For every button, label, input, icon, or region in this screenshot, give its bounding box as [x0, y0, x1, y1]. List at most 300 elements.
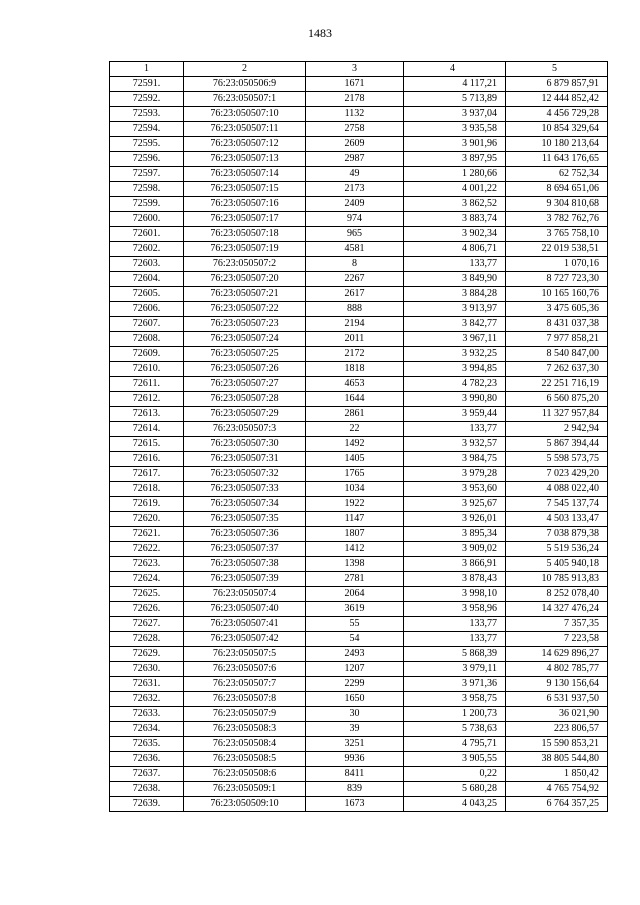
- specific-value-cell: 3 913,97: [404, 302, 506, 317]
- column-header-4: 4: [404, 62, 506, 77]
- table-row: [110, 647, 608, 662]
- row-number-cell: 72633.: [110, 707, 184, 722]
- row-number-cell: 72602.: [110, 242, 184, 257]
- area-value-cell: 9936: [306, 752, 404, 767]
- table-row: [110, 752, 608, 767]
- cadastral-value-cell: 15 590 853,21: [506, 737, 608, 752]
- cadastral-number-cell: 76:23:050507:15: [184, 182, 306, 197]
- cadastral-number-cell: 76:23:050507:12: [184, 137, 306, 152]
- row-number-cell: 72628.: [110, 632, 184, 647]
- cadastral-number-cell: 76:23:050509:1: [184, 782, 306, 797]
- area-value-cell: 1405: [306, 452, 404, 467]
- specific-value-cell: 4 806,71: [404, 242, 506, 257]
- cadastral-number-cell: 76:23:050507:28: [184, 392, 306, 407]
- area-value-cell: 888: [306, 302, 404, 317]
- table-row: [110, 587, 608, 602]
- specific-value-cell: 3 953,60: [404, 482, 506, 497]
- area-value-cell: 2758: [306, 122, 404, 137]
- specific-value-cell: 5 680,28: [404, 782, 506, 797]
- specific-value-cell: 3 849,90: [404, 272, 506, 287]
- cadastral-value-cell: 3 782 762,76: [506, 212, 608, 227]
- area-value-cell: 974: [306, 212, 404, 227]
- specific-value-cell: 3 901,96: [404, 137, 506, 152]
- cadastral-value-cell: 2 942,94: [506, 422, 608, 437]
- area-value-cell: 2178: [306, 92, 404, 107]
- cadastral-number-cell: 76:23:050507:4: [184, 587, 306, 602]
- row-number-cell: 72616.: [110, 452, 184, 467]
- specific-value-cell: 4 795,71: [404, 737, 506, 752]
- table-row: [110, 362, 608, 377]
- cadastral-value-cell: 1 850,42: [506, 767, 608, 782]
- cadastral-value-cell: 6 764 357,25: [506, 797, 608, 812]
- table-row: [110, 767, 608, 782]
- specific-value-cell: 3 925,67: [404, 497, 506, 512]
- cadastral-number-cell: 76:23:050507:39: [184, 572, 306, 587]
- table-row: [110, 182, 608, 197]
- table-row: [110, 212, 608, 227]
- cadastral-number-cell: 76:23:050507:37: [184, 542, 306, 557]
- cadastral-value-cell: 8 540 847,00: [506, 347, 608, 362]
- cadastral-number-cell: 76:23:050507:21: [184, 287, 306, 302]
- table-row: [110, 332, 608, 347]
- area-value-cell: 965: [306, 227, 404, 242]
- row-number-cell: 72598.: [110, 182, 184, 197]
- cadastral-number-cell: 76:23:050509:10: [184, 797, 306, 812]
- row-number-cell: 72610.: [110, 362, 184, 377]
- table-row: [110, 512, 608, 527]
- table-row: [110, 692, 608, 707]
- cadastral-number-cell: 76:23:050507:29: [184, 407, 306, 422]
- cadastral-value-cell: 5 867 394,44: [506, 437, 608, 452]
- cadastral-value-cell: 8 431 037,38: [506, 317, 608, 332]
- cadastral-value-cell: 7 357,35: [506, 617, 608, 632]
- row-number-cell: 72625.: [110, 587, 184, 602]
- table-row: [110, 707, 608, 722]
- row-number-cell: 72618.: [110, 482, 184, 497]
- table-body: [110, 77, 608, 812]
- cadastral-number-cell: 76:23:050507:3: [184, 422, 306, 437]
- area-value-cell: 49: [306, 167, 404, 182]
- specific-value-cell: 3 994,85: [404, 362, 506, 377]
- cadastral-number-cell: 76:23:050507:41: [184, 617, 306, 632]
- specific-value-cell: 5 738,63: [404, 722, 506, 737]
- cadastral-value-cell: 6 531 937,50: [506, 692, 608, 707]
- area-value-cell: 1765: [306, 467, 404, 482]
- row-number-cell: 72621.: [110, 527, 184, 542]
- area-value-cell: 2409: [306, 197, 404, 212]
- table-row: [110, 167, 608, 182]
- specific-value-cell: 3 979,28: [404, 467, 506, 482]
- specific-value-cell: 5 713,89: [404, 92, 506, 107]
- cadastral-number-cell: 76:23:050507:18: [184, 227, 306, 242]
- cadastral-value-cell: 223 806,57: [506, 722, 608, 737]
- table-row: [110, 557, 608, 572]
- cadastral-value-cell: 3 475 605,36: [506, 302, 608, 317]
- area-value-cell: 1922: [306, 497, 404, 512]
- area-value-cell: 39: [306, 722, 404, 737]
- specific-value-cell: 3 935,58: [404, 122, 506, 137]
- row-number-cell: 72606.: [110, 302, 184, 317]
- cadastral-number-cell: 76:23:050507:32: [184, 467, 306, 482]
- table-row: [110, 137, 608, 152]
- area-value-cell: 55: [306, 617, 404, 632]
- cadastral-value-cell: 8 727 723,30: [506, 272, 608, 287]
- cadastral-number-cell: 76:23:050507:22: [184, 302, 306, 317]
- cadastral-value-cell: 9 304 810,68: [506, 197, 608, 212]
- row-number-cell: 72599.: [110, 197, 184, 212]
- table-row: [110, 407, 608, 422]
- cadastral-number-cell: 76:23:050507:33: [184, 482, 306, 497]
- row-number-cell: 72604.: [110, 272, 184, 287]
- area-value-cell: 2861: [306, 407, 404, 422]
- area-value-cell: 1147: [306, 512, 404, 527]
- area-value-cell: 3251: [306, 737, 404, 752]
- table-row: [110, 542, 608, 557]
- area-value-cell: 1412: [306, 542, 404, 557]
- page-number: 1483: [308, 26, 332, 40]
- area-value-cell: 2617: [306, 287, 404, 302]
- cadastral-value-cell: 7 038 879,38: [506, 527, 608, 542]
- area-value-cell: 1034: [306, 482, 404, 497]
- specific-value-cell: 0,22: [404, 767, 506, 782]
- specific-value-cell: 3 998,10: [404, 587, 506, 602]
- cadastral-value-cell: 10 785 913,83: [506, 572, 608, 587]
- area-value-cell: 1644: [306, 392, 404, 407]
- cadastral-number-cell: 76:23:050507:7: [184, 677, 306, 692]
- cadastral-value-cell: 22 019 538,51: [506, 242, 608, 257]
- cadastral-value-cell: 10 180 213,64: [506, 137, 608, 152]
- table-row: [110, 497, 608, 512]
- header-row: [110, 62, 608, 77]
- table-row: [110, 242, 608, 257]
- row-number-cell: 72623.: [110, 557, 184, 572]
- table-row: [110, 602, 608, 617]
- specific-value-cell: 133,77: [404, 632, 506, 647]
- specific-value-cell: 3 866,91: [404, 557, 506, 572]
- area-value-cell: 2267: [306, 272, 404, 287]
- row-number-cell: 72603.: [110, 257, 184, 272]
- area-value-cell: 1492: [306, 437, 404, 452]
- area-value-cell: 3619: [306, 602, 404, 617]
- area-value-cell: 1818: [306, 362, 404, 377]
- area-value-cell: 2194: [306, 317, 404, 332]
- row-number-cell: 72608.: [110, 332, 184, 347]
- area-value-cell: 1398: [306, 557, 404, 572]
- specific-value-cell: 4 117,21: [404, 77, 506, 92]
- cadastral-value-cell: 9 130 156,64: [506, 677, 608, 692]
- table-row: [110, 662, 608, 677]
- area-value-cell: 8411: [306, 767, 404, 782]
- area-value-cell: 2493: [306, 647, 404, 662]
- row-number-cell: 72624.: [110, 572, 184, 587]
- area-value-cell: 2781: [306, 572, 404, 587]
- table-row: [110, 722, 608, 737]
- cadastral-number-cell: 76:23:050507:27: [184, 377, 306, 392]
- specific-value-cell: 5 868,39: [404, 647, 506, 662]
- column-header-1: 1: [110, 62, 184, 77]
- cadastral-value-cell: 7 262 637,30: [506, 362, 608, 377]
- cadastral-number-cell: 76:23:050507:20: [184, 272, 306, 287]
- table-row: [110, 737, 608, 752]
- specific-value-cell: 3 958,75: [404, 692, 506, 707]
- specific-value-cell: 3 884,28: [404, 287, 506, 302]
- cadastral-number-cell: 76:23:050507:31: [184, 452, 306, 467]
- cadastral-value-cell: 62 752,34: [506, 167, 608, 182]
- area-value-cell: 839: [306, 782, 404, 797]
- area-value-cell: 2609: [306, 137, 404, 152]
- area-value-cell: 8: [306, 257, 404, 272]
- cadastral-number-cell: 76:23:050507:17: [184, 212, 306, 227]
- specific-value-cell: 3 984,75: [404, 452, 506, 467]
- specific-value-cell: 4 001,22: [404, 182, 506, 197]
- specific-value-cell: 3 883,74: [404, 212, 506, 227]
- column-header-3: 3: [306, 62, 404, 77]
- table-header: [110, 62, 608, 77]
- cadastral-value-table: [109, 61, 608, 812]
- cadastral-value-cell: 6 560 875,20: [506, 392, 608, 407]
- cadastral-number-cell: 76:23:050507:13: [184, 152, 306, 167]
- row-number-cell: 72591.: [110, 77, 184, 92]
- table-row: [110, 437, 608, 452]
- row-number-cell: 72609.: [110, 347, 184, 362]
- specific-value-cell: 3 937,04: [404, 107, 506, 122]
- cadastral-value-cell: 5 405 940,18: [506, 557, 608, 572]
- specific-value-cell: 3 990,80: [404, 392, 506, 407]
- specific-value-cell: 3 862,52: [404, 197, 506, 212]
- cadastral-value-cell: 11 327 957,84: [506, 407, 608, 422]
- row-number-cell: 72635.: [110, 737, 184, 752]
- row-number-cell: 72594.: [110, 122, 184, 137]
- row-number-cell: 72619.: [110, 497, 184, 512]
- cadastral-value-cell: 7 023 429,20: [506, 467, 608, 482]
- cadastral-number-cell: 76:23:050507:2: [184, 257, 306, 272]
- row-number-cell: 72632.: [110, 692, 184, 707]
- specific-value-cell: 4 782,23: [404, 377, 506, 392]
- table-row: [110, 197, 608, 212]
- table-row: [110, 377, 608, 392]
- specific-value-cell: 133,77: [404, 422, 506, 437]
- specific-value-cell: 3 909,02: [404, 542, 506, 557]
- row-number-cell: 72634.: [110, 722, 184, 737]
- cadastral-number-cell: 76:23:050507:6: [184, 662, 306, 677]
- area-value-cell: 1650: [306, 692, 404, 707]
- row-number-cell: 72611.: [110, 377, 184, 392]
- cadastral-number-cell: 76:23:050507:10: [184, 107, 306, 122]
- cadastral-number-cell: 76:23:050507:35: [184, 512, 306, 527]
- area-value-cell: 4653: [306, 377, 404, 392]
- cadastral-number-cell: 76:23:050507:42: [184, 632, 306, 647]
- cadastral-number-cell: 76:23:050507:16: [184, 197, 306, 212]
- row-number-cell: 72638.: [110, 782, 184, 797]
- row-number-cell: 72595.: [110, 137, 184, 152]
- area-value-cell: 54: [306, 632, 404, 647]
- cadastral-number-cell: 76:23:050507:25: [184, 347, 306, 362]
- cadastral-value-cell: 7 223,58: [506, 632, 608, 647]
- row-number-cell: 72605.: [110, 287, 184, 302]
- row-number-cell: 72631.: [110, 677, 184, 692]
- table-row: [110, 152, 608, 167]
- area-value-cell: 2172: [306, 347, 404, 362]
- row-number-cell: 72626.: [110, 602, 184, 617]
- cadastral-number-cell: 76:23:050507:38: [184, 557, 306, 572]
- cadastral-value-cell: 1 070,16: [506, 257, 608, 272]
- cadastral-number-cell: 76:23:050508:6: [184, 767, 306, 782]
- table-row: [110, 92, 608, 107]
- table-row: [110, 257, 608, 272]
- cadastral-value-cell: 5 598 573,75: [506, 452, 608, 467]
- specific-value-cell: 3 932,25: [404, 347, 506, 362]
- cadastral-number-cell: 76:23:050507:23: [184, 317, 306, 332]
- table-row: [110, 122, 608, 137]
- table-row: [110, 797, 608, 812]
- specific-value-cell: 3 958,96: [404, 602, 506, 617]
- specific-value-cell: 3 979,11: [404, 662, 506, 677]
- cadastral-number-cell: 76:23:050507:36: [184, 527, 306, 542]
- table-row: [110, 317, 608, 332]
- area-value-cell: 2299: [306, 677, 404, 692]
- area-value-cell: 4581: [306, 242, 404, 257]
- cadastral-value-cell: 7 545 137,74: [506, 497, 608, 512]
- area-value-cell: 1132: [306, 107, 404, 122]
- row-number-cell: 72639.: [110, 797, 184, 812]
- cadastral-number-cell: 76:23:050508:3: [184, 722, 306, 737]
- cadastral-value-cell: 4 802 785,77: [506, 662, 608, 677]
- specific-value-cell: 3 971,36: [404, 677, 506, 692]
- cadastral-value-cell: 4 503 133,47: [506, 512, 608, 527]
- row-number-cell: 72629.: [110, 647, 184, 662]
- area-value-cell: 1671: [306, 77, 404, 92]
- table-row: [110, 467, 608, 482]
- cadastral-value-cell: 6 879 857,91: [506, 77, 608, 92]
- row-number-cell: 72593.: [110, 107, 184, 122]
- table-row: [110, 617, 608, 632]
- cadastral-value-cell: 10 165 160,76: [506, 287, 608, 302]
- table-row: [110, 302, 608, 317]
- specific-value-cell: 3 842,77: [404, 317, 506, 332]
- cadastral-number-cell: 76:23:050506:9: [184, 77, 306, 92]
- table-row: [110, 527, 608, 542]
- table-row: [110, 572, 608, 587]
- cadastral-number-cell: 76:23:050508:4: [184, 737, 306, 752]
- row-number-cell: 72597.: [110, 167, 184, 182]
- area-value-cell: 2987: [306, 152, 404, 167]
- row-number-cell: 72636.: [110, 752, 184, 767]
- specific-value-cell: 3 932,57: [404, 437, 506, 452]
- cadastral-number-cell: 76:23:050507:5: [184, 647, 306, 662]
- area-value-cell: 2011: [306, 332, 404, 347]
- column-header-2: 2: [184, 62, 306, 77]
- cadastral-value-cell: 8 252 078,40: [506, 587, 608, 602]
- area-value-cell: 1807: [306, 527, 404, 542]
- cadastral-number-cell: 76:23:050507:40: [184, 602, 306, 617]
- cadastral-value-cell: 38 805 544,80: [506, 752, 608, 767]
- cadastral-value-cell: 8 694 651,06: [506, 182, 608, 197]
- row-number-cell: 72617.: [110, 467, 184, 482]
- cadastral-value-cell: 12 444 852,42: [506, 92, 608, 107]
- table-row: [110, 227, 608, 242]
- row-number-cell: 72630.: [110, 662, 184, 677]
- row-number-cell: 72601.: [110, 227, 184, 242]
- specific-value-cell: 1 200,73: [404, 707, 506, 722]
- cadastral-value-cell: 14 629 896,27: [506, 647, 608, 662]
- area-value-cell: 2064: [306, 587, 404, 602]
- table-row: [110, 107, 608, 122]
- specific-value-cell: 3 902,34: [404, 227, 506, 242]
- row-number-cell: 72612.: [110, 392, 184, 407]
- cadastral-number-cell: 76:23:050507:24: [184, 332, 306, 347]
- specific-value-cell: 133,77: [404, 617, 506, 632]
- cadastral-value-cell: 11 643 176,65: [506, 152, 608, 167]
- cadastral-number-cell: 76:23:050507:19: [184, 242, 306, 257]
- column-header-5: 5: [506, 62, 608, 77]
- cadastral-number-cell: 76:23:050507:8: [184, 692, 306, 707]
- table-row: [110, 677, 608, 692]
- specific-value-cell: 3 905,55: [404, 752, 506, 767]
- row-number-cell: 72600.: [110, 212, 184, 227]
- specific-value-cell: 1 280,66: [404, 167, 506, 182]
- area-value-cell: 22: [306, 422, 404, 437]
- cadastral-value-cell: 4 765 754,92: [506, 782, 608, 797]
- row-number-cell: 72622.: [110, 542, 184, 557]
- cadastral-value-cell: 22 251 716,19: [506, 377, 608, 392]
- cadastral-value-cell: 5 519 536,24: [506, 542, 608, 557]
- row-number-cell: 72620.: [110, 512, 184, 527]
- area-value-cell: 30: [306, 707, 404, 722]
- specific-value-cell: 3 967,11: [404, 332, 506, 347]
- cadastral-value-cell: 4 456 729,28: [506, 107, 608, 122]
- area-value-cell: 2173: [306, 182, 404, 197]
- table-row: [110, 452, 608, 467]
- cadastral-number-cell: 76:23:050507:11: [184, 122, 306, 137]
- row-number-cell: 72596.: [110, 152, 184, 167]
- cadastral-number-cell: 76:23:050508:5: [184, 752, 306, 767]
- row-number-cell: 72637.: [110, 767, 184, 782]
- cadastral-number-cell: 76:23:050507:14: [184, 167, 306, 182]
- row-number-cell: 72592.: [110, 92, 184, 107]
- cadastral-number-cell: 76:23:050507:30: [184, 437, 306, 452]
- row-number-cell: 72627.: [110, 617, 184, 632]
- table-row: [110, 392, 608, 407]
- specific-value-cell: 3 926,01: [404, 512, 506, 527]
- table-row: [110, 272, 608, 287]
- cadastral-number-cell: 76:23:050507:1: [184, 92, 306, 107]
- row-number-cell: 72613.: [110, 407, 184, 422]
- cadastral-value-cell: 14 327 476,24: [506, 602, 608, 617]
- cadastral-value-cell: 4 088 022,40: [506, 482, 608, 497]
- table-row: [110, 482, 608, 497]
- cadastral-number-cell: 76:23:050507:9: [184, 707, 306, 722]
- cadastral-value-cell: 36 021,90: [506, 707, 608, 722]
- area-value-cell: 1207: [306, 662, 404, 677]
- specific-value-cell: 3 878,43: [404, 572, 506, 587]
- specific-value-cell: 3 897,95: [404, 152, 506, 167]
- cadastral-number-cell: 76:23:050507:34: [184, 497, 306, 512]
- specific-value-cell: 133,77: [404, 257, 506, 272]
- row-number-cell: 72607.: [110, 317, 184, 332]
- row-number-cell: 72615.: [110, 437, 184, 452]
- cadastral-value-cell: 7 977 858,21: [506, 332, 608, 347]
- table-row: [110, 422, 608, 437]
- table-row: [110, 782, 608, 797]
- row-number-cell: 72614.: [110, 422, 184, 437]
- specific-value-cell: 3 959,44: [404, 407, 506, 422]
- cadastral-value-cell: 3 765 758,10: [506, 227, 608, 242]
- specific-value-cell: 3 895,34: [404, 527, 506, 542]
- area-value-cell: 1673: [306, 797, 404, 812]
- cadastral-value-cell: 10 854 329,64: [506, 122, 608, 137]
- table-row: [110, 287, 608, 302]
- table-row: [110, 632, 608, 647]
